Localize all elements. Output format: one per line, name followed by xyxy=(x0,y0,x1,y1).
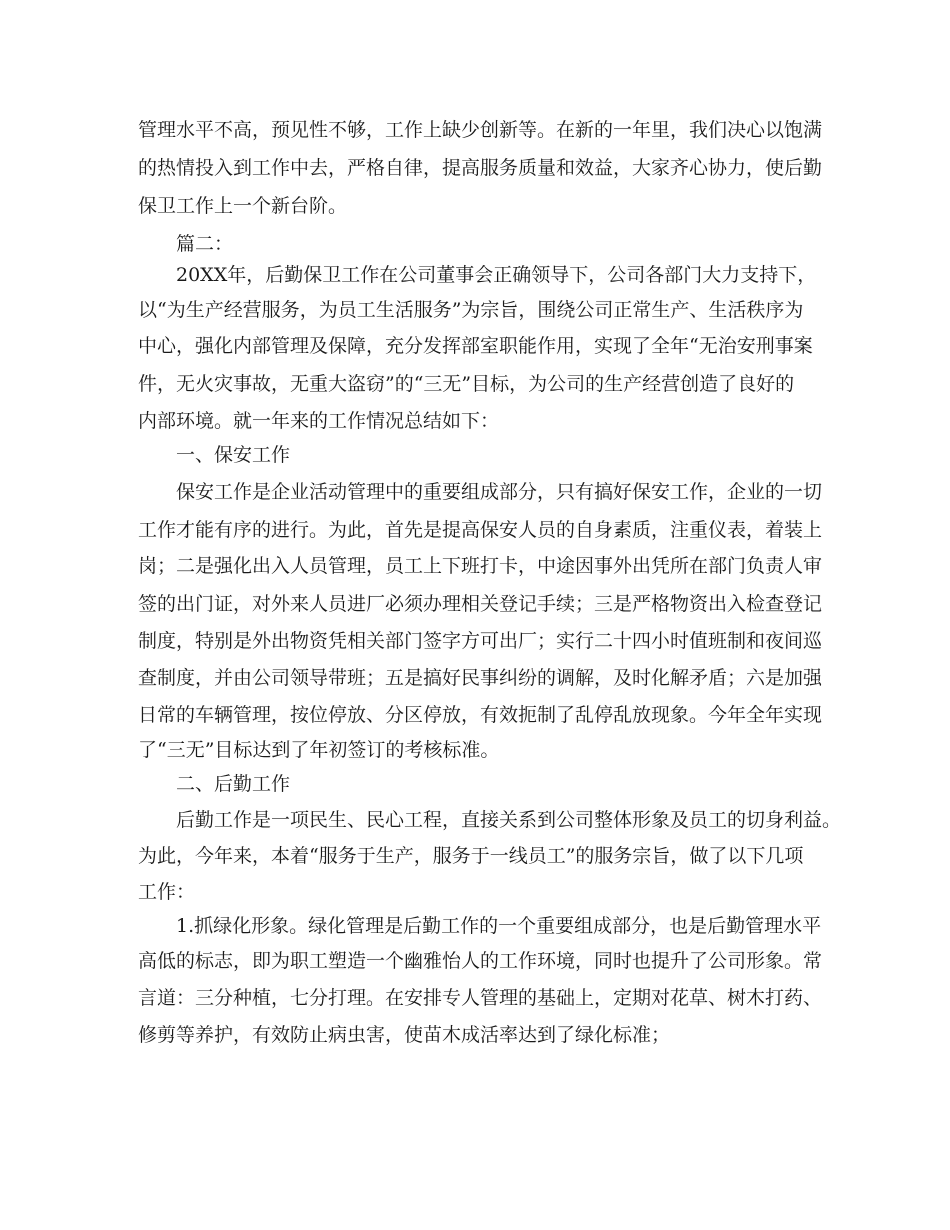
body-text-line: 20XX年，后勤保卫工作在公司董事会正确领导下，公司各部门大力支持下， xyxy=(176,264,817,286)
body-text-line: 保卫工作上一个新台阶。 xyxy=(138,195,348,217)
body-text-line: 查制度，并由公司领导带班；五是搞好民事纠纷的调解，及时化解矛盾；六是加强 xyxy=(138,667,823,689)
section-heading-logistics: 二、后勤工作 xyxy=(176,773,291,795)
section-heading-part-two: 篇二： xyxy=(176,233,234,255)
body-text-line: 管理水平不高，预见性不够，工作上缺少创新等。在新的一年里，我们决心以饱满 xyxy=(138,119,823,141)
body-text-line: 制度，特别是外出物资凭相关部门签字方可出厂；实行二十四小时值班制和夜间巡 xyxy=(138,630,823,652)
body-text-line: 修剪等养护，有效防止病虫害，使苗木成活率达到了绿化标准； xyxy=(138,1024,671,1046)
body-text-line: 为此，今年来，本着“服务于生产，服务于一线员工”的服务宗旨，做了以下几项 xyxy=(138,845,804,867)
body-text-line: 工作才能有序的进行。为此，首先是提高保安人员的自身素质，注重仪表，着装上 xyxy=(138,519,823,541)
body-text-line: 的热情投入到工作中去，严格自律，提高服务质量和效益，大家齐心协力，使后勤 xyxy=(138,157,823,179)
body-text-line: 1.抓绿化形象。绿化管理是后勤工作的一个重要组成部分，也是后勤管理水平 xyxy=(176,915,822,937)
body-text-line: 工作： xyxy=(138,881,196,903)
body-text-line: 言道：三分种植，七分打理。在安排专人管理的基础上，定期对花草、树木打药、 xyxy=(138,987,823,1009)
body-text-line: 日常的车辆管理，按位停放、分区停放，有效扼制了乱停乱放现象。今年全年实现 xyxy=(138,704,823,726)
body-text-line: 签的出门证，对外来人员进厂必须办理相关登记手续；三是严格物资出入检查登记 xyxy=(138,593,823,615)
body-text-line: 中心，强化内部管理及保障，充分发挥部室职能作用，实现了全年“无治安刑事案 xyxy=(138,335,813,357)
body-text-line: 高低的标志，即为职工塑造一个幽雅怡人的工作环境，同时也提升了公司形象。常 xyxy=(138,950,823,972)
body-text-line: 保安工作是企业活动管理中的重要组成部分，只有搞好保安工作，企业的一切 xyxy=(176,481,823,503)
body-text-line: 件，无火灾事故，无重大盗窃”的“三无”目标，为公司的生产经营创造了良好的 xyxy=(138,373,795,395)
body-text-line: 了“三无”目标达到了年初签订的考核标准。 xyxy=(138,739,500,761)
body-text-line: 内部环境。就一年来的工作情况总结如下： xyxy=(138,410,500,432)
body-text-line: 后勤工作是一项民生、民心工程，直接关系到公司整体形象及员工的切身利益。 xyxy=(176,809,842,831)
body-text-line: 岗；二是强化出入人员管理，员工上下班打卡，中途因事外出凭所在部门负责人审 xyxy=(138,555,823,577)
body-text-line: 以“为生产经营服务，为员工生活服务”为宗旨，围绕公司正常生产、生活秩序为 xyxy=(138,299,804,321)
section-heading-security: 一、保安工作 xyxy=(176,444,291,466)
